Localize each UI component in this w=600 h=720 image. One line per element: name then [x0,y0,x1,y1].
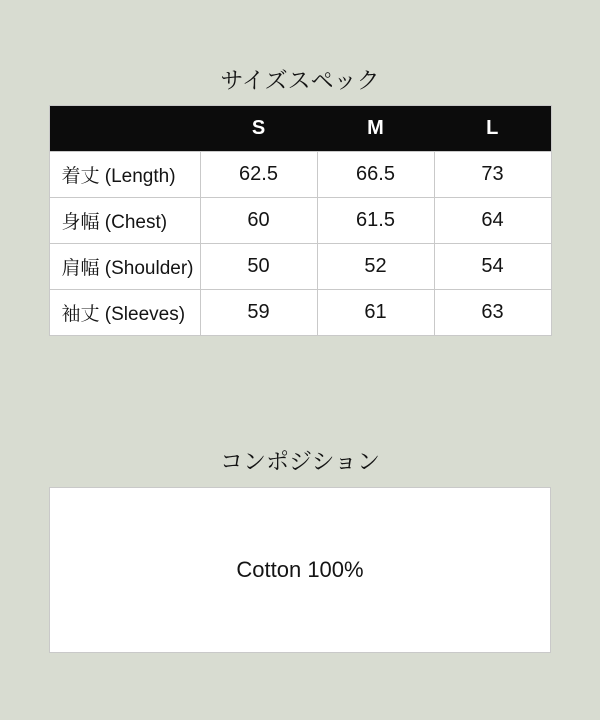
composition-box [49,487,551,653]
length-m-value: 66.5 [317,152,434,198]
chest-m-value: 61.5 [317,198,434,244]
shoulder-m-value: 52 [317,244,434,290]
shoulder-l-value: 54 [434,244,551,290]
sleeves-s-value: 59 [200,290,317,336]
row-label-length: 着丈 (Length) [49,152,200,198]
table-row-shoulder [49,244,551,290]
row-label-shoulder: 肩幅 (Shoulder) [49,244,200,290]
length-l-value: 73 [434,152,551,198]
chest-s-value: 60 [200,198,317,244]
table-row-chest [49,198,551,244]
size-spec-title: サイズスペック [220,67,380,93]
table-row-length [49,152,551,198]
composition-value: Cotton 100% [236,557,364,582]
length-s-value: 62.5 [200,152,317,198]
size-header-empty-cell [49,106,200,152]
row-label-chest: 身幅 (Chest) [49,198,200,244]
size-header-m: M [367,117,384,139]
size-header-s: S [251,117,266,139]
chest-l-value: 64 [434,198,551,244]
row-label-sleeves: 袖丈 (Sleeves) [49,290,200,336]
sleeves-l-value: 63 [434,290,551,336]
size-header-l: L [486,117,499,139]
composition-title: コンポジション [220,448,380,474]
shoulder-s-value: 50 [200,244,317,290]
size-table-header-row [49,106,551,152]
table-row-sleeves [49,290,551,336]
size-spec-table [49,105,552,336]
sleeves-m-value: 61 [317,290,434,336]
